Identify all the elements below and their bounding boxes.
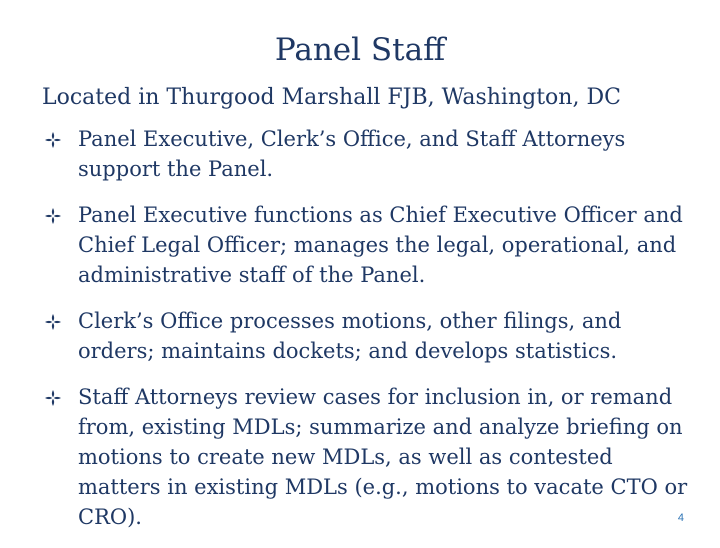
bullet-text: Clerk’s Office processes motions, other filings, and orders; maintains dockets; and develops statistics.	[78, 309, 622, 363]
bullet-text: Staff Attorneys review cases for inclusion in, or remand from, existing MDLs; summarize and analyze briefing on motions to create new MDLs, as well as contested matters in existing MDLs (e.g., motions to vacate CTO or CRO).	[78, 385, 688, 529]
diamond-bullet-icon	[44, 389, 62, 407]
bullet-text: Panel Executive functions as Chief Executive Officer and Chief Legal Officer; manages the legal, operational, and administrative staff of the Panel.	[78, 203, 683, 287]
bullet-item	[44, 124, 694, 184]
bullet-text: Panel Executive, Clerk’s Office, and Staff Attorneys support the Panel.	[78, 127, 626, 181]
bullet-item	[44, 306, 694, 366]
page-number: 4	[677, 512, 684, 524]
diamond-bullet-icon	[44, 131, 62, 149]
bullet-item	[44, 382, 694, 532]
bullet-list	[44, 124, 694, 548]
diamond-bullet-icon	[44, 313, 62, 331]
slide-subtitle: Located in Thurgood Marshall FJB, Washington, DC	[42, 85, 621, 110]
bullet-item	[44, 200, 694, 290]
slide-title: Panel Staff	[274, 32, 446, 68]
diamond-bullet-icon	[44, 207, 62, 225]
